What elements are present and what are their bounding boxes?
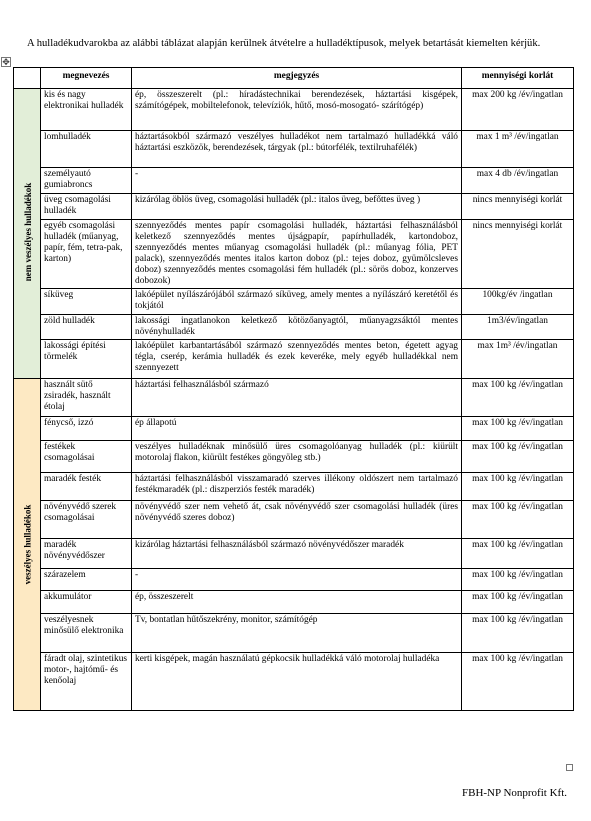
cell-limit: 100kg/év /ingatlan <box>462 289 574 315</box>
group-label: nem veszélyes hulladékok <box>22 182 33 282</box>
cell-limit: max 100 kg /év/ingatlan <box>462 539 574 568</box>
table-row <box>14 472 574 500</box>
table-header-row <box>14 68 574 89</box>
header-corner <box>14 68 41 89</box>
footer-company: FBH-NP Nonprofit Kft. <box>461 787 567 799</box>
cell-name: növényvédő szerek csomagolásai <box>41 501 132 539</box>
cell-note: lakossági ingatlanokon keletkező kötözőanyagtól, műanyagzsáktól mentes növényhulladék <box>132 315 462 340</box>
cell-name: fénycső, izzó <box>41 417 132 440</box>
table-row <box>14 168 574 194</box>
cell-name: maradék festék <box>41 472 132 500</box>
cell-limit: max 4 db /év/ingatlan <box>462 168 574 194</box>
cell-note: veszélyes hulladéknak minősülő üres csomagolóanyag hulladék (pl.: kiürült motorolaj flakon, kiürült festékes göngyöleg stb.) <box>132 440 462 472</box>
group-label-cell <box>14 379 41 711</box>
cell-limit: max 100 kg /év/ingatlan <box>462 590 574 613</box>
cell-name: maradék növényvédőszer <box>41 539 132 568</box>
table-row <box>14 315 574 340</box>
cell-limit: max 1 m³ /év/ingatlan <box>462 131 574 168</box>
cell-note: - <box>132 568 462 590</box>
cell-name: személyautó gumiabroncs <box>41 168 132 194</box>
cell-name: kis és nagy elektronikai hulladék <box>41 89 132 131</box>
cell-limit: max 100 kg /év/ingatlan <box>462 472 574 500</box>
cell-limit: max 100 kg /év/ingatlan <box>462 417 574 440</box>
cell-note: ép, összeszerelt (pl.: híradástechnikai berendezések, háztartási kisgépek, számítógépek, mobiltelefonok, televíziók, hűtő, mosó-mosogató- szárítógép) <box>132 89 462 131</box>
table-row <box>14 539 574 568</box>
cell-name: lakossági építési törmelék <box>41 340 132 379</box>
cell-name: használt sütő zsiradék, használt étolaj <box>41 379 132 417</box>
cell-name: lomhulladék <box>41 131 132 168</box>
cell-limit: max 1m³ /év/ingatlan <box>462 340 574 379</box>
table-row <box>14 340 574 379</box>
cell-limit: max 100 kg /év/ingatlan <box>462 379 574 417</box>
cell-note: lakóépület nyílászárójából származó síküveg, amely mentes a nyílászáró keretétől és tokjától <box>132 289 462 315</box>
cell-limit: max 100 kg /év/ingatlan <box>462 501 574 539</box>
group-label: veszélyes hulladékok <box>22 504 33 585</box>
cell-name: zöld hulladék <box>41 315 132 340</box>
cell-limit: nincs mennyiségi korlát <box>462 220 574 289</box>
cell-limit: max 100 kg /év/ingatlan <box>462 568 574 590</box>
cell-name: szárazelem <box>41 568 132 590</box>
cell-limit: max 100 kg /év/ingatlan <box>462 440 574 472</box>
cell-name: akkumulátor <box>41 590 132 613</box>
table-row <box>14 417 574 440</box>
cell-note: kizárólag öblös üveg, csomagolási hulladék (pl.: italos üveg, befőttes üveg ) <box>132 194 462 220</box>
cell-name: veszélyesnek minősülő elektronika <box>41 614 132 653</box>
waste-table <box>13 67 574 711</box>
move-cross-icon[interactable]: ✥ <box>2 58 10 68</box>
table-row <box>14 568 574 590</box>
table-row <box>14 89 574 131</box>
table-row <box>14 131 574 168</box>
table-row <box>14 220 574 289</box>
cell-name: üveg csomagolási hulladék <box>41 194 132 220</box>
cell-limit: nincs mennyiségi korlát <box>462 194 574 220</box>
table-row <box>14 501 574 539</box>
cell-note: lakóépület karbantartásából származó szennyeződés mentes beton, égetett agyag tégla, cserép, kerámia hulladék és ezek keveréke, mely egyéb hulladékkal nem szennyezett <box>132 340 462 379</box>
cell-name: fáradt olaj, szintetikus motor-, hajtómű- és kenőolaj <box>41 653 132 711</box>
cell-name: egyéb csomagolási hulladék (műanyag, papír, fém, tetra-pak, karton) <box>41 220 132 289</box>
table-row <box>14 590 574 613</box>
table-row <box>14 289 574 315</box>
cell-note: háztartási felhasználásból származó <box>132 379 462 417</box>
table-row <box>14 440 574 472</box>
header-note: megjegyzés <box>132 68 462 89</box>
cell-note: kerti kisgépek, magán használatú gépkocsik hulladékká váló motorolaj hulladéka <box>132 653 462 711</box>
table-row <box>14 653 574 711</box>
cell-note: szennyeződés mentes papír csomagolási hulladék, háztartási felhasználásból keletkező szennyeződés mentes újságpapír, papírhulladék, kartondoboz, szennyeződés mentes műanyag csomagolási hulladék (pl.: műanyag fólia, PET palack), szennyeződés mentes italos karton doboz (pl.: tejes doboz, gyümölcsleves doboz) szennyeződés mentes csomagolási fém hulladék (pl.: sörös doboz, konzerves dobozok) <box>132 220 462 289</box>
cell-note: ép, összeszerelt <box>132 590 462 613</box>
paragraph-end-icon <box>566 764 573 771</box>
cell-limit: max 100 kg /év/ingatlan <box>462 653 574 711</box>
cell-limit: max 200 kg /év/ingatlan <box>462 89 574 131</box>
cell-note: kizárólag háztartási felhasználásból származó növényvédőszer maradék <box>132 539 462 568</box>
intro-text: A hulladékudvarokba az alábbi táblázat alapján kerülnek átvételre a hulladéktípusok, melyek betartását kiemelten kérjük. <box>27 38 541 49</box>
cell-note: háztartási felhasználásból visszamaradó szerves illékony oldószert nem tartalmazó festékmaradék (pl.: diszperziós festék maradék) <box>132 472 462 500</box>
group-label-cell <box>14 89 41 379</box>
cell-name: festékek csomagolásai <box>41 440 132 472</box>
header-name: megnevezés <box>41 68 132 89</box>
cell-limit: max 100 kg /év/ingatlan <box>462 614 574 653</box>
cell-note: növényvédő szer nem vehető át, csak növényvédő szer csomagolási hulladék (üres növényvédő szeres doboz) <box>132 501 462 539</box>
cell-note: háztartásokból származó veszélyes hulladékot nem tartalmazó hulladékká váló háztartási eszközök, berendezések, tárgyak (pl.: bútorfélék, textilruhafélék) <box>132 131 462 168</box>
cell-name: síküveg <box>41 289 132 315</box>
cell-note: - <box>132 168 462 194</box>
header-limit: mennyiségi korlát <box>462 68 574 89</box>
cell-limit: 1m3/év/ingatlan <box>462 315 574 340</box>
cell-note: Tv, bontatlan hűtőszekrény, monitor, számítógép <box>132 614 462 653</box>
table-row <box>14 194 574 220</box>
table-body <box>14 89 574 711</box>
table-row <box>14 614 574 653</box>
cell-note: ép állapotú <box>132 417 462 440</box>
table-row <box>14 379 574 417</box>
